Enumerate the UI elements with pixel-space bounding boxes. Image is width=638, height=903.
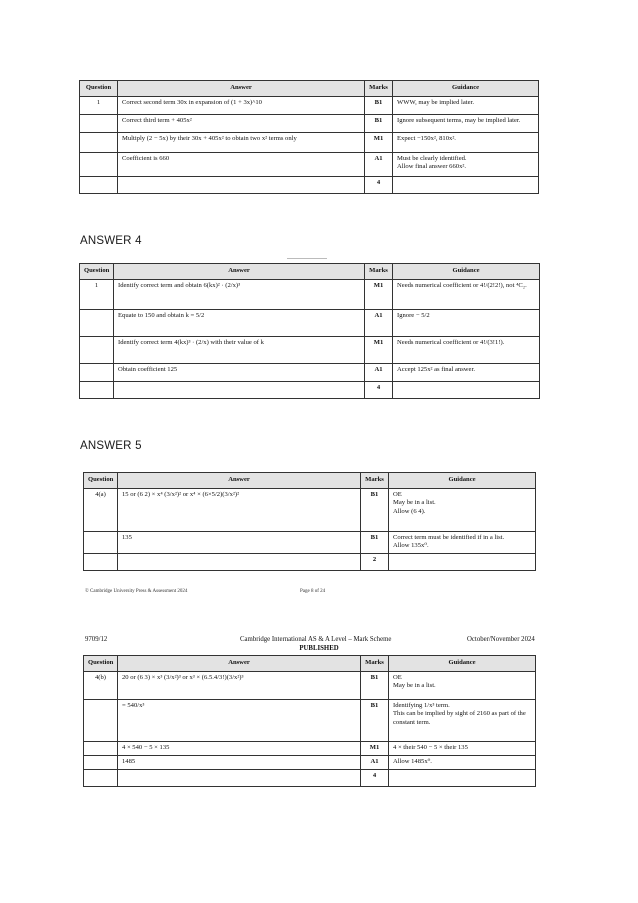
page-footer-copyright: © Cambridge University Press & Assessment 2024 [85, 589, 188, 594]
page-header-published: PUBLISHED [299, 645, 339, 652]
guidance-cell [389, 531, 536, 553]
guidance-line: May be in a list. [393, 499, 436, 507]
total-marks-cell: 2 [361, 553, 389, 570]
marks-cell: A1 [365, 309, 393, 336]
guidance-cell [389, 553, 536, 570]
header-question: Question [84, 473, 118, 489]
marks-cell: M1 [361, 741, 389, 755]
guidance-cell [393, 152, 539, 176]
answer-cell [114, 381, 365, 398]
answer-cell: 135 [118, 531, 361, 553]
answer-cell: 1485 [118, 755, 361, 769]
total-row [80, 381, 540, 398]
answer-cell [118, 769, 361, 786]
answer-cell: Correct third term + 405x² [118, 114, 365, 132]
mark-scheme-table-4 [83, 655, 536, 787]
marks-cell: B1 [361, 671, 389, 699]
guidance-cell [393, 176, 539, 193]
header-answer: Answer [118, 81, 365, 97]
question-cell [84, 531, 118, 553]
guidance-cell [389, 699, 536, 741]
answer-cell: 20 or (6 3) × x³ (3/x²)³ or x³ × (6.5.4/3!)(3/x²)³ [118, 671, 361, 699]
table-header-row [80, 81, 539, 97]
guidance-cell: Accept 125x² as final answer. [393, 363, 540, 381]
answer-5-label: ANSWER 5 [80, 440, 142, 452]
guidance-line: Allow final answer 660x². [397, 163, 466, 171]
marks-cell: B1 [365, 114, 393, 132]
guidance-cell: Needs numerical coefficient or 4!/(3!1!). [393, 336, 540, 363]
guidance-line: Identifying 1/x³ term. [393, 701, 450, 709]
total-marks-cell: 4 [361, 769, 389, 786]
total-row [80, 176, 539, 193]
guidance-cell: 4 × their 540 − 5 × their 135 [389, 741, 536, 755]
question-cell [80, 114, 118, 132]
question-cell [84, 755, 118, 769]
faint-divider [287, 258, 327, 259]
guidance-cell [393, 381, 540, 398]
header-guidance: Guidance [389, 656, 536, 672]
guidance-cell [389, 769, 536, 786]
question-cell [80, 176, 118, 193]
table-header-row [80, 264, 540, 280]
answer-4-label: ANSWER 4 [80, 235, 142, 247]
header-marks: Marks [361, 473, 389, 489]
answer-cell: Correct second term 30x in expansion of (1 + 3x)^10 [118, 96, 365, 114]
table-row [84, 488, 536, 531]
guidance-cell: Expect −150x², 810x². [393, 132, 539, 152]
answer-cell: Identify correct term 4(kx)³ · (2/x) with their value of k [114, 336, 365, 363]
question-cell [80, 152, 118, 176]
header-guidance: Guidance [393, 81, 539, 97]
header-answer: Answer [118, 656, 361, 672]
question-cell: 4(a) [84, 488, 118, 531]
marks-cell: A1 [365, 363, 393, 381]
header-guidance: Guidance [389, 473, 536, 489]
table-row [80, 309, 540, 336]
question-cell: 4(b) [84, 671, 118, 699]
question-cell [84, 769, 118, 786]
mark-scheme-table-3 [83, 472, 536, 571]
table-row [80, 114, 539, 132]
guidance-cell [389, 488, 536, 531]
guidance-line: Must be clearly identified. [397, 154, 467, 162]
page-footer-number: Page 8 of 24 [300, 589, 326, 594]
question-cell [84, 699, 118, 741]
header-question: Question [80, 264, 114, 280]
header-answer: Answer [118, 473, 361, 489]
guidance-cell: Ignore subsequent terms, may be implied later. [393, 114, 539, 132]
answer-cell: = 540/x³ [118, 699, 361, 741]
table-row [84, 671, 536, 699]
table-row [80, 336, 540, 363]
header-marks: Marks [365, 264, 393, 280]
guidance-line: OE [393, 490, 402, 498]
header-marks: Marks [365, 81, 393, 97]
header-question: Question [84, 656, 118, 672]
question-cell [84, 741, 118, 755]
marks-cell: B1 [361, 488, 389, 531]
answer-cell: Identify correct term and obtain 6(kx)² · (2/x)³ [114, 279, 365, 309]
table-header-row [84, 473, 536, 489]
marks-cell: M1 [365, 279, 393, 309]
question-cell: 1 [80, 279, 114, 309]
guidance-line: OE [393, 673, 402, 681]
table-row [84, 755, 536, 769]
question-cell [84, 553, 118, 570]
table-row [80, 96, 539, 114]
guidance-cell: Ignore − 5/2 [393, 309, 540, 336]
marks-cell: M1 [365, 132, 393, 152]
marks-cell: M1 [365, 336, 393, 363]
answer-cell: Coefficient is 660 [118, 152, 365, 176]
table-row [84, 531, 536, 553]
answer-cell: Equate to 150 and obtain k = 5/2 [114, 309, 365, 336]
guidance-line: May be in a list. [393, 682, 436, 690]
answer-cell: 15 or (6 2) × x⁴ (3/x²)² or x⁴ × (6×5/2)(3/x²)² [118, 488, 361, 531]
guidance-cell: Allow 1485x⁰. [389, 755, 536, 769]
guidance-line: Allow 135x⁰. [393, 542, 429, 550]
header-marks: Marks [361, 656, 389, 672]
total-marks-cell: 4 [365, 381, 393, 398]
page-header-session: October/November 2024 [467, 636, 535, 643]
question-cell [80, 336, 114, 363]
answer-cell: 4 × 540 − 5 × 135 [118, 741, 361, 755]
guidance-line: Correct term must be identified if in a list. [393, 533, 505, 541]
question-cell [80, 132, 118, 152]
marks-cell: A1 [361, 755, 389, 769]
question-cell: 1 [80, 96, 118, 114]
table-row [80, 132, 539, 152]
mark-scheme-table-1 [79, 80, 539, 194]
header-answer: Answer [114, 264, 365, 280]
answer-cell: Obtain coefficient 125 [114, 363, 365, 381]
table-row [84, 741, 536, 755]
total-marks-cell: 4 [365, 176, 393, 193]
page-header-title: Cambridge International AS & A Level – Mark Scheme [240, 636, 392, 643]
page-header-code: 9709/12 [85, 636, 108, 643]
question-cell [80, 363, 114, 381]
total-row [84, 553, 536, 570]
answer-cell [118, 553, 361, 570]
question-cell [80, 309, 114, 336]
question-cell [80, 381, 114, 398]
marks-cell: B1 [365, 96, 393, 114]
guidance-cell: WWW, may be implied later. [393, 96, 539, 114]
table-row [80, 152, 539, 176]
marks-cell: A1 [365, 152, 393, 176]
table-row [80, 363, 540, 381]
table-header-row [84, 656, 536, 672]
guidance-line: This can be implied by sight of 2160 as part of the constant term. [393, 710, 526, 726]
guidance-cell [389, 671, 536, 699]
mark-scheme-table-2 [79, 263, 540, 399]
table-row [80, 279, 540, 309]
answer-cell [118, 176, 365, 193]
header-guidance: Guidance [393, 264, 540, 280]
marks-cell: B1 [361, 699, 389, 741]
table-row [84, 699, 536, 741]
marks-cell: B1 [361, 531, 389, 553]
answer-cell: Multiply (2 − 5x) by their 30x + 405x² to obtain two x² terms only [118, 132, 365, 152]
total-row [84, 769, 536, 786]
guidance-cell: Needs numerical coefficient or 4!/(2!2!), not ⁴C₂. [393, 279, 540, 309]
guidance-line: Allow (6 4). [393, 507, 426, 515]
header-question: Question [80, 81, 118, 97]
